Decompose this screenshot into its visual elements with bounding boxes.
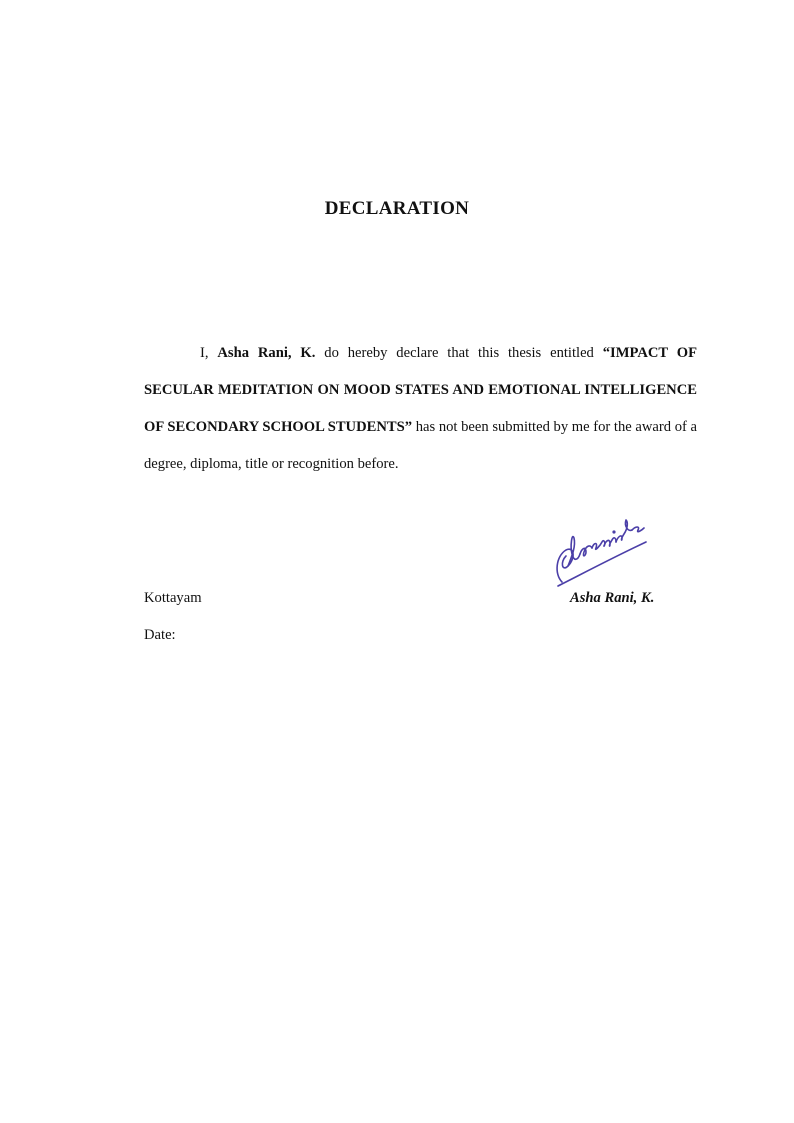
declaration-middle: do hereby declare that this thesis entitled (315, 345, 603, 361)
signer-name: Asha Rani, K. (570, 590, 655, 606)
author-name: Asha Rani, K. (217, 345, 316, 361)
place-label: Kottayam (144, 590, 202, 606)
handwritten-signature (548, 516, 652, 588)
declaration-paragraph (144, 335, 697, 483)
declaration-intro: I, (200, 345, 218, 361)
date-label: Date: (144, 627, 176, 643)
page-title: DECLARATION (324, 198, 470, 219)
declaration-ending: has not been submitted by me for the award of a degree, diploma, title or recognition before. (144, 419, 697, 472)
thesis-title: “IMPACT OF SECULAR MEDITATION ON MOOD STATES AND EMOTIONAL INTELLIGENCE OF SECONDARY SCHOOL STUDENTS” (144, 345, 697, 435)
